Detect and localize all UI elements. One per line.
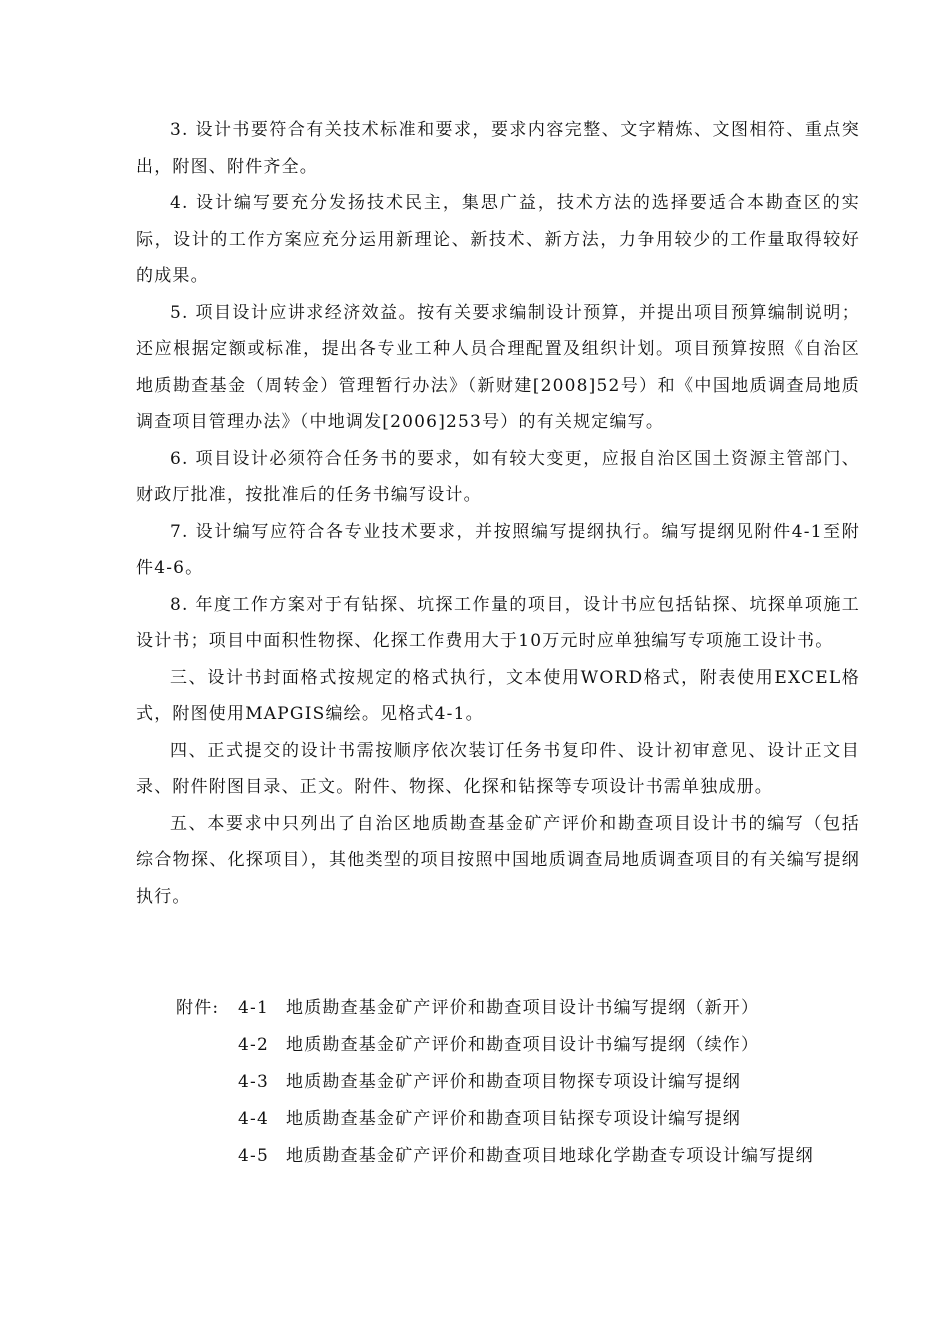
attachment-lead-spacer [176,1138,238,1175]
paragraph-section-4: 四、正式提交的设计书需按顺序依次装订任务书复印件、设计初审意见、设计正文目录、附件附图目录、正文。附件、物探、化探和钻探等专项设计书需单独成册。 [136,740,860,797]
paragraph-item-6: 6. 项目设计必须符合任务书的要求，如有较大变更，应报自治区国土资源主管部门、财政厅批准，按批准后的任务书编写设计。 [136,448,860,505]
paragraph-section-5: 五、本要求中只列出了自治区地质勘查基金矿产评价和勘查项目设计书的编写（包括综合物探、化探项目），其他类型的项目按照中国地质调查局地质调查项目的有关编写提纲执行。 [136,813,860,907]
attachment-title: 地质勘查基金矿产评价和勘查项目物探专项设计编写提纲 [286,1072,741,1092]
attachment-lead-label: 附件: [176,998,220,1018]
paragraph-item-8: 8. 年度工作方案对于有钻探、坑探工作量的项目，设计书应包括钻探、坑探单项施工设计书；项目中面积性物探、化探工作费用大于10万元时应单独编写专项施工设计书。 [136,594,860,651]
attachment-code: 4-1 [238,998,269,1018]
attachment-row [176,1101,876,1138]
attachment-title: 地质勘查基金矿产评价和勘查项目设计书编写提纲（新开） [286,998,760,1018]
attachment-lead-spacer [176,1101,238,1138]
paragraph-item-7: 7. 设计编写应符合各专业技术要求，并按照编写提纲执行。编写提纲见附件4-1至附件4-6。 [136,521,860,578]
paragraph-section-3: 三、设计书封面格式按规定的格式执行，文本使用WORD格式，附表使用EXCEL格式，附图使用MAPGIS编绘。见格式4-1。 [136,667,860,724]
attachment-title: 地质勘查基金矿产评价和勘查项目设计书编写提纲（续作） [286,1035,760,1055]
attachment-lead-spacer [176,1064,238,1101]
paragraph-item-5: 5. 项目设计应讲求经济效益。按有关要求编制设计预算，并提出项目预算编制说明；还应根据定额或标准，提出各专业工种人员合理配置及组织计划。项目预算按照《自治区地质勘查基金（周转金）管理暂行办法》（新财建[2008]52号）和《中国地质调查局地质调查项目管理办法》（中地调发[2006]253号）的有关规定编写。 [136,302,860,432]
attachment-row [176,1027,876,1064]
body-text [136,112,860,915]
attachment-list [176,990,876,1175]
paragraph-item-3: 3. 设计书要符合有关技术标准和要求，要求内容完整、文字精炼、文图相符、重点突出，附图、附件齐全。 [136,120,860,177]
attachment-row [176,990,876,1027]
attachment-code: 4-5 [238,1146,269,1166]
attachment-code: 4-2 [238,1035,269,1055]
attachment-lead-spacer [176,1027,238,1064]
attachment-title: 地质勘查基金矿产评价和勘查项目地球化学勘查专项设计编写提纲 [286,1146,814,1166]
paragraph-item-4: 4. 设计编写要充分发扬技术民主，集思广益，技术方法的选择要适合本勘查区的实际，设计的工作方案应充分运用新理论、新技术、新方法，力争用较少的工作量取得较好的成果。 [136,193,860,286]
attachment-code: 4-4 [238,1109,269,1129]
attachment-title: 地质勘查基金矿产评价和勘查项目钻探专项设计编写提纲 [286,1109,741,1129]
attachment-row [176,1064,876,1101]
attachment-code: 4-3 [238,1072,269,1092]
attachment-row [176,1138,876,1175]
